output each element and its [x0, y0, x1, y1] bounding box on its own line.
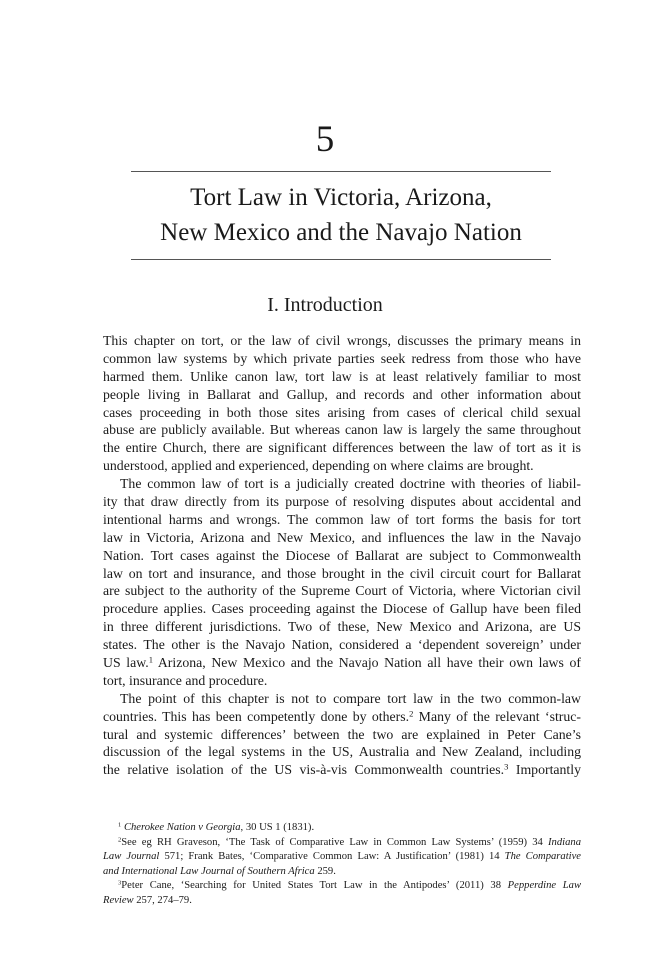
text-line: The common law of tort is a judicially created doctrine with theories of liabil- [120, 476, 581, 492]
text-line [103, 654, 581, 672]
chapter-title [120, 180, 562, 250]
text-line: intentional harms and wrongs. The common law of tort forms the basis for tort [103, 511, 581, 527]
text-line: are subject to the authority of the Supreme Court of Victoria, where Victorian civil [103, 583, 581, 599]
text-line: the entire Church, there are significant differences between the law of tort as it is [103, 440, 581, 456]
footnote-italic: Pepperdine Law [507, 880, 582, 892]
footnote-3-line-2 [103, 894, 581, 909]
footnote-number: 2 [118, 835, 122, 843]
title-rule-top [131, 171, 551, 172]
footnote-1 [103, 821, 581, 836]
footnote-number: 3 [118, 879, 122, 887]
text-line [103, 708, 581, 726]
footnote-2-line-3 [103, 865, 581, 880]
footnote-italic: Cherokee Nation v Georgia [123, 822, 241, 833]
text-line: common law systems by which private parties seek redress from those who have [103, 350, 581, 366]
text-segment: Importantly [508, 762, 581, 778]
footnote-italic: The Comparative [504, 851, 581, 863]
footnote-text: 257, 274–79. [133, 894, 192, 906]
text-line: abuse are publicly available. But whereas canon law is largely the same throughout [103, 422, 581, 438]
footnote-ref-2[interactable]: 2 [409, 708, 414, 718]
text-segment: US law. [103, 655, 149, 671]
footnote-ref-1[interactable]: 1 [148, 654, 153, 665]
text-line: ity that draw directly from its purpose of resolving disputes about accidental and [103, 494, 581, 510]
footnote-text: , 30 US 1 (1831). [240, 822, 315, 833]
text-segment: Many of the relevant ‘struc- [413, 708, 581, 724]
text-line: procedure applies. Cases proceeding against the Diocese of Gallup have been filed [103, 601, 581, 617]
paragraph-3 [103, 690, 581, 779]
footnote-3 [103, 879, 581, 894]
text-line: tort, insurance and procedure. [103, 672, 268, 688]
footnote-number: 1 [118, 821, 122, 829]
text-line: The point of this chapter is not to compare tort law in the two common-law [120, 690, 581, 706]
text-line: in three different jurisdictions. Two of these, New Mexico and Arizona, are US [103, 619, 581, 635]
footnote-2-line-2 [103, 850, 581, 865]
footnote-text: Peter Cane, ‘Searching for United States Tort Law in the Antipodes’ (2011) 38 [121, 880, 508, 892]
text-line: Nation. Tort cases against the Diocese of Ballarat are subject to Commonwealth [103, 547, 581, 563]
text-line: law in Victoria, Arizona and New Mexico, and influences the law in the Navajo [103, 529, 581, 545]
body-text [103, 332, 581, 779]
title-rule-bottom [131, 259, 551, 260]
text-line: discussion of the legal systems in the US, Australia and New Zealand, including [103, 744, 581, 760]
text-line: cases proceeding in both those sites arising from cases of clerical child sexual [103, 404, 581, 420]
footnote-2 [103, 836, 581, 851]
paragraph-1 [103, 332, 581, 475]
text-segment: countries. This has been competently done by others. [103, 708, 410, 724]
footnote-text: 259. [314, 865, 336, 877]
text-line [103, 761, 581, 779]
text-line: people living in Ballarat and Gallup, and records and other information about [103, 386, 581, 402]
text-line: harmed them. Unlike canon law, tort law is at least relatively familiar to most [103, 368, 581, 384]
text-line: understood, applied and experienced, depending on where claims are brought. [103, 458, 534, 474]
footnote-text: 571; Frank Bates, ‘Comparative Common Law: A Justification’ (1981) 14 [159, 851, 505, 863]
footnotes [103, 821, 581, 909]
footnote-italic: and International Law Journal of Southern Africa [103, 865, 315, 877]
footnote-italic: Review [103, 894, 134, 906]
text-line: law on tort and insurance, and those brought in the civil circuit court for Ballarat [103, 565, 581, 581]
chapter-title-line-2: New Mexico and the Navajo Nation [160, 219, 522, 246]
chapter-title-line-1: Tort Law in Victoria, Arizona, [190, 184, 492, 211]
footnote-italic: Law Journal [103, 851, 160, 863]
text-line: This chapter on tort, or the law of civil wrongs, discusses the primary means in [103, 333, 581, 348]
paragraph-2 [103, 475, 581, 690]
text-segment: the relative isolation of the US vis-à-vis Commonwealth countries. [103, 762, 505, 778]
section-heading: I. Introduction [267, 294, 383, 316]
chapter-number: 5 [315, 119, 335, 160]
footnote-text: See eg RH Graveson, ‘The Task of Comparative Law in Common Law Systems’ (1959) 34 [121, 836, 549, 848]
text-line: states. The other is the Navajo Nation, considered a ‘dependent sovereign’ under [103, 637, 581, 653]
text-segment: Arizona, New Mexico and the Navajo Nation all have their own laws of [153, 655, 581, 671]
text-line: tural and systemic differences’ between the two are explained in Peter Cane’s [103, 726, 581, 742]
footnote-ref-3[interactable]: 3 [504, 761, 509, 772]
footnote-italic: Indiana [548, 836, 581, 848]
